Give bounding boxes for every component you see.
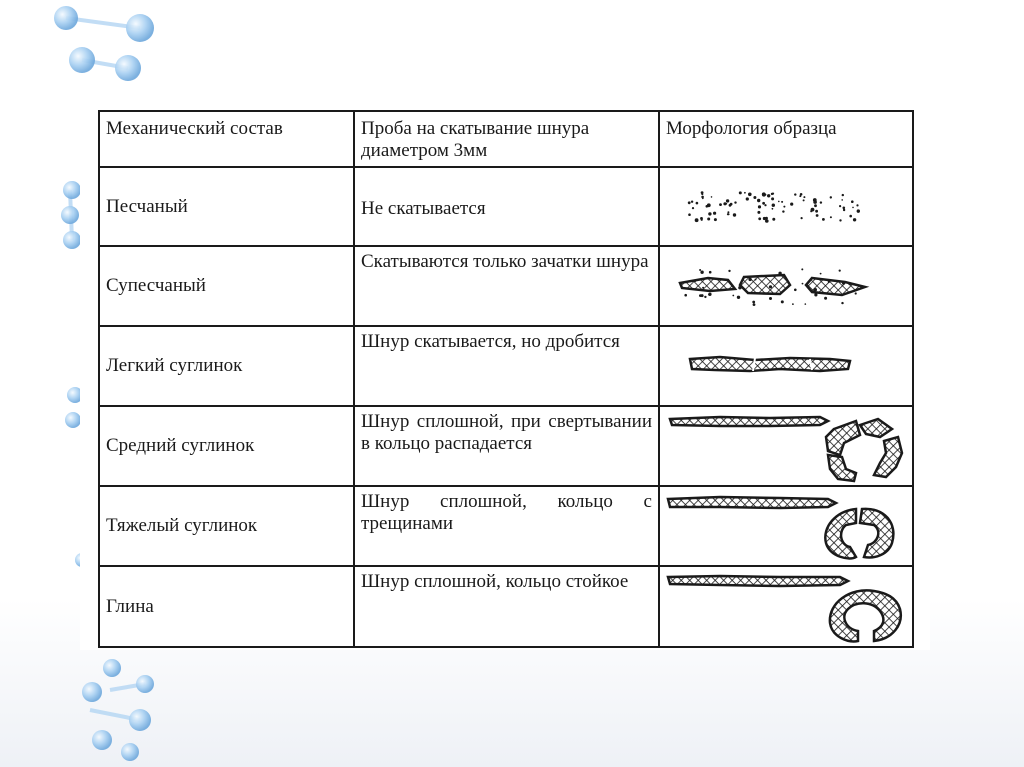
sand-grain xyxy=(691,201,693,203)
sand-grain xyxy=(839,205,841,207)
sand-grain xyxy=(758,217,761,220)
soil-crumb xyxy=(801,268,803,270)
header-morphology: Морфология образца xyxy=(659,111,913,167)
header-rolling-test: Проба на скатывание шнура диаметром 3мм xyxy=(354,111,659,167)
sand-grain xyxy=(803,196,805,198)
sand-grain xyxy=(692,207,694,209)
sand-grain xyxy=(758,205,761,208)
soil-crumb xyxy=(814,293,817,296)
sand-grain xyxy=(822,218,825,221)
sand-grain xyxy=(762,192,766,196)
sand-grain xyxy=(830,196,832,198)
sand-grain xyxy=(730,203,733,206)
sand-grain xyxy=(763,217,766,220)
composition-cell: Песчаный xyxy=(99,167,354,246)
composition-cell: Средний суглинок xyxy=(99,406,354,486)
sand-grain xyxy=(783,206,785,208)
soil-crumb xyxy=(839,270,841,272)
sand-grain xyxy=(762,202,765,205)
sand-grain xyxy=(856,204,858,206)
sand-grain xyxy=(726,199,729,202)
composition-cell: Тяжелый суглинок xyxy=(99,486,354,566)
sand-grain xyxy=(843,207,846,210)
soil-crumb xyxy=(732,295,734,297)
soil-crumb xyxy=(778,272,781,275)
sand-grain xyxy=(771,193,773,195)
soil-crumb xyxy=(699,269,701,271)
soil-crumb xyxy=(792,303,794,305)
test-cell: Шнур сплошной, кольцо стойкое xyxy=(354,566,659,647)
sand-grain xyxy=(857,211,859,213)
sand-grain xyxy=(790,203,793,206)
sand-grain xyxy=(727,211,729,213)
sand-grain xyxy=(803,199,805,201)
test-cell: Не скатывается xyxy=(354,167,659,246)
soil-crumb xyxy=(781,300,784,303)
sand-grain xyxy=(757,199,760,202)
sand-grain xyxy=(852,207,854,209)
table-row xyxy=(99,326,913,406)
sand-grain xyxy=(706,205,709,208)
sand-grain xyxy=(781,201,783,203)
sand-grain xyxy=(757,211,760,214)
sand-grain xyxy=(772,218,775,221)
sand-grain xyxy=(746,197,749,200)
sand-grain xyxy=(695,218,699,222)
soil-crumb xyxy=(828,281,830,283)
sand-grain xyxy=(713,212,716,215)
sand-grain xyxy=(772,208,774,210)
sand-grain xyxy=(782,210,784,212)
soil-crumb xyxy=(738,286,741,289)
soil-crumb xyxy=(769,297,772,300)
sand-grain xyxy=(753,196,756,199)
sand-grain xyxy=(702,197,704,199)
sand-grain xyxy=(765,219,769,223)
soil-crumb xyxy=(802,283,804,285)
composition-cell: Супесчаный xyxy=(99,246,354,326)
soil-crumb xyxy=(704,296,706,298)
sand-grain xyxy=(799,195,801,197)
sand-grain xyxy=(853,218,856,221)
morphology-cell xyxy=(659,406,913,486)
sand-grain xyxy=(851,200,854,203)
morphology-cell xyxy=(659,566,913,647)
sand-grain xyxy=(772,204,775,207)
soil-crumb xyxy=(737,296,740,299)
soil-crumb xyxy=(848,283,851,286)
sand-grain xyxy=(820,201,822,203)
sand-grain xyxy=(744,192,746,194)
sand-grain xyxy=(688,201,691,204)
soil-crumb xyxy=(755,279,757,281)
table-row xyxy=(99,566,913,647)
sand-grain xyxy=(814,204,817,207)
sand-grain xyxy=(696,202,699,205)
sand-grain xyxy=(688,213,691,216)
sand-grain xyxy=(801,217,803,219)
sand-grain xyxy=(764,204,766,206)
sand-grain xyxy=(811,208,815,212)
cord-broken-ring-icon xyxy=(660,407,914,485)
scattered-grains-icon xyxy=(660,168,914,245)
sand-grain xyxy=(771,197,774,200)
test-cell: Скатываются только зачатки шнура xyxy=(354,246,659,326)
sand-grain xyxy=(830,216,832,218)
sand-grain xyxy=(726,203,728,205)
sand-grain xyxy=(739,191,742,194)
test-cell: Шнур сплошной, кольцо с трещинами xyxy=(354,486,659,566)
soil-crumb xyxy=(820,273,822,275)
sand-grain xyxy=(794,193,796,195)
soil-crumb xyxy=(752,301,755,304)
soil-crumb xyxy=(855,292,857,294)
soil-crumb xyxy=(783,275,785,277)
sand-grain xyxy=(843,209,845,211)
soil-texture-table xyxy=(98,110,914,648)
table-row xyxy=(99,406,913,486)
soil-crumb xyxy=(694,280,696,282)
sand-grain xyxy=(748,193,752,197)
composition-cell: Глина xyxy=(99,566,354,647)
sand-grain xyxy=(733,213,736,216)
test-cell: Шнур скатывается, но дробится xyxy=(354,326,659,406)
morphology-cell xyxy=(659,486,913,566)
sand-grain xyxy=(842,194,844,196)
soil-crumb xyxy=(769,285,772,288)
sand-grain xyxy=(813,200,817,204)
header-composition: Механический состав xyxy=(99,111,354,167)
soil-crumb xyxy=(824,297,827,300)
table-row xyxy=(99,246,913,326)
sand-grain xyxy=(708,212,711,215)
soil-crumb xyxy=(699,294,702,297)
sand-grain xyxy=(719,203,722,206)
soil-crumb xyxy=(748,278,751,281)
sand-grain xyxy=(727,213,729,215)
sand-grain xyxy=(815,210,818,213)
sand-grain xyxy=(711,196,713,198)
cord-cracked-ring-icon xyxy=(660,487,914,565)
cord-solid-ring-icon xyxy=(660,567,914,646)
soil-crumb xyxy=(794,289,797,292)
header-row xyxy=(99,111,913,167)
sand-grain xyxy=(707,218,710,221)
sand-grain xyxy=(701,193,703,195)
soil-crumb xyxy=(841,302,843,304)
cord-fragments-icon xyxy=(660,247,914,325)
sand-grain xyxy=(849,215,852,218)
sand-grain xyxy=(778,201,780,203)
sand-grain xyxy=(714,218,717,221)
composition-cell: Легкий суглинок xyxy=(99,326,354,406)
soil-crumb xyxy=(753,303,756,306)
soil-crumb xyxy=(805,303,807,305)
morphology-cell xyxy=(659,326,913,406)
table-row xyxy=(99,167,913,246)
soil-crumb xyxy=(842,282,845,285)
soil-crumb xyxy=(728,270,730,272)
soil-crumb xyxy=(709,271,712,274)
soil-crumb xyxy=(708,294,710,296)
sand-grain xyxy=(841,199,843,201)
sand-grain xyxy=(701,219,703,221)
sand-grain xyxy=(767,194,770,197)
soil-crumb xyxy=(700,271,703,274)
sand-grain xyxy=(734,201,736,203)
soil-crumb xyxy=(684,294,687,297)
sand-grain xyxy=(839,219,841,221)
test-cell: Шнур сплошной, при свертывании в кольцо распадается xyxy=(354,406,659,486)
soil-crumb xyxy=(702,287,704,289)
sand-grain xyxy=(816,214,819,217)
table-row xyxy=(99,486,913,566)
morphology-cell xyxy=(659,167,913,246)
morphology-cell xyxy=(659,246,913,326)
soil-crumb xyxy=(814,288,817,291)
cracked-cord-icon xyxy=(660,327,914,405)
